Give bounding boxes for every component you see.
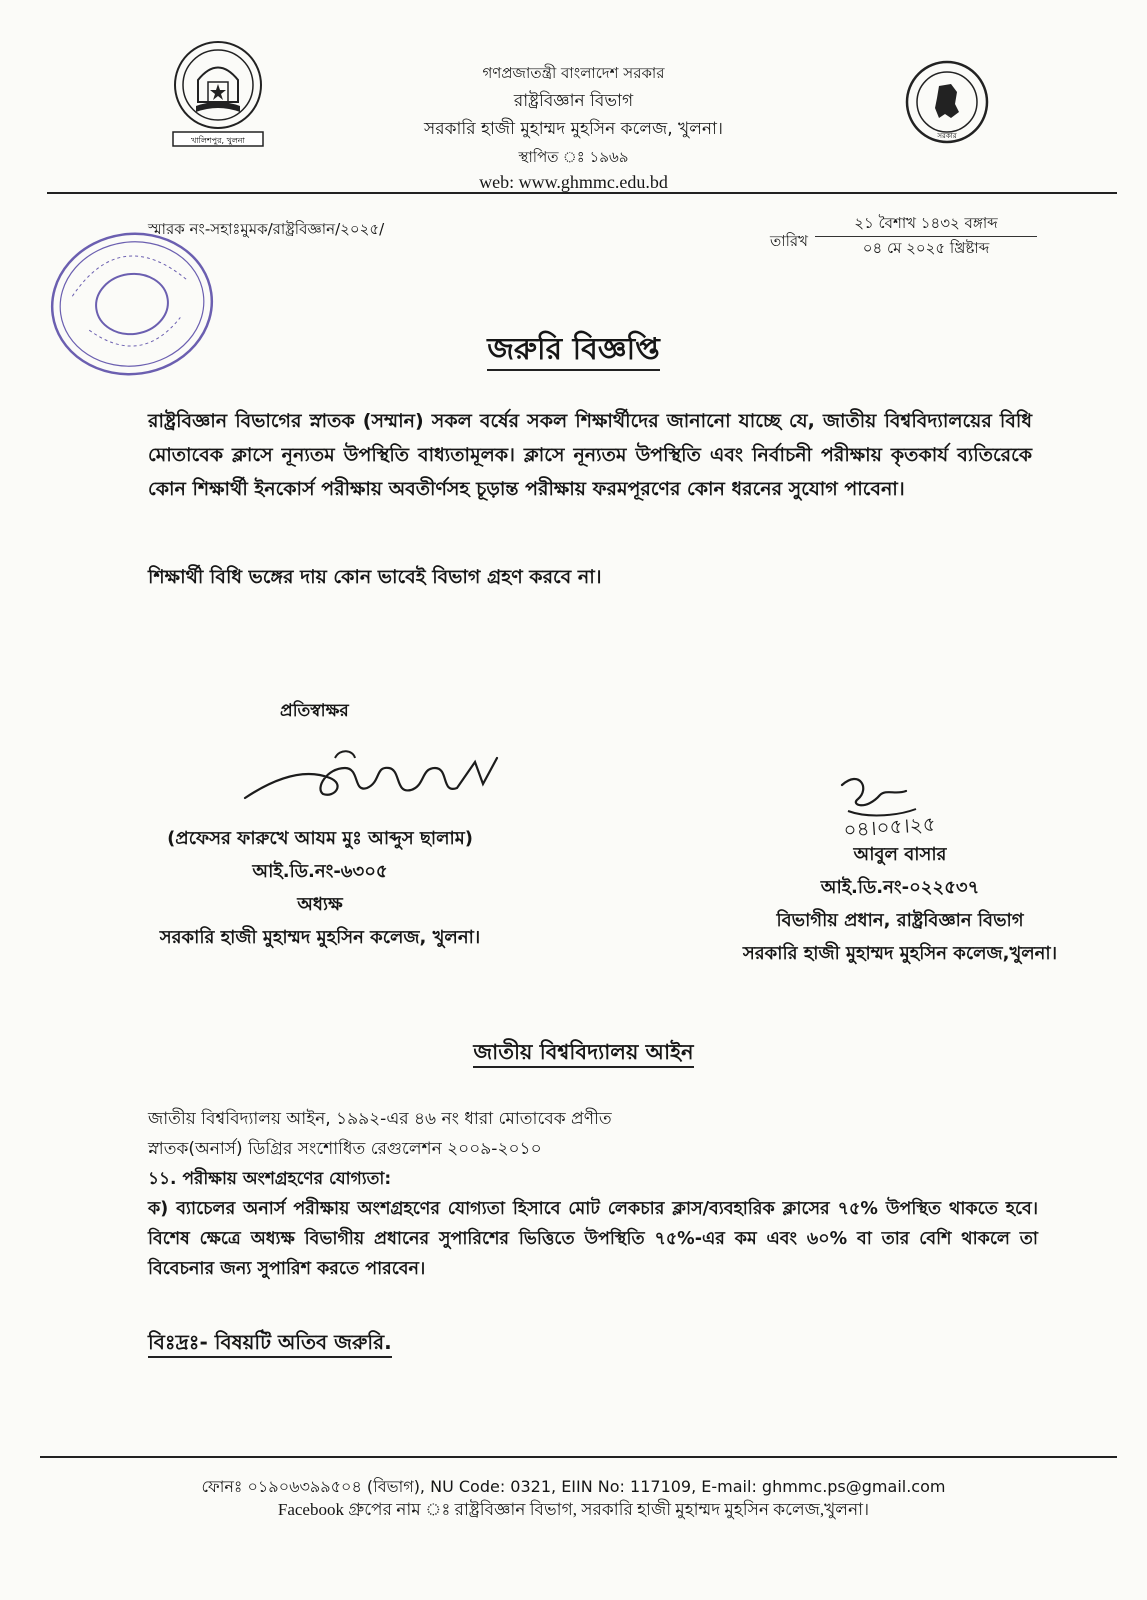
head-name: আবুল বাসার [853,844,947,865]
header-divider [47,192,1117,194]
principal-signature [235,738,535,818]
header-website: web: www.ghmmc.edu.bd [479,172,668,192]
date-bangla: ২১ বৈশাখ ১৪৩২ বঙ্গাব্দ [815,212,1037,237]
principal-org: সরকারি হাজী মুহাম্মদ মুহসিন কলেজ, খুলনা। [159,927,481,948]
principal-name: (প্রফেসর ফারুখে আযম মুঃ আব্দুস ছালাম) [167,828,473,849]
head-title: বিভাগীয় প্রধান, রাষ্ট্রবিজ্ঞান বিভাগ [776,910,1024,931]
law-excerpt [148,1104,1038,1284]
principal-signatory [120,822,520,954]
notice-title: জরুরি বিজ্ঞপ্তি [0,325,1147,376]
header-established: স্থাপিত ঃ ১৯৬৯ [518,148,629,166]
footer-facebook: Facebook গ্রুপের নাম ঃ রাষ্ট্রবিজ্ঞান বিভাগ, সরকারি হাজী মুহাম্মদ মুহসিন কলেজ,খুলনা। [277,1500,870,1519]
notice-disclaimer: শিক্ষার্থী বিধি ভঙ্গের দায় কোন ভাবেই বিভাগ গ্রহণ করবে না। [148,566,602,588]
law-title: জাতীয় বিশ্ববিদ্যালয় আইন [0,1036,1147,1071]
countersign-label: প্রতিস্বাক্ষর [280,701,349,721]
law-clause: ক) ব্যাচেলর অনার্স পরীক্ষায় অংশগ্রহণের যোগ্যতা হিসাবে মোট লেকচার ক্লাস/ব্যবহারিক ক্লাসের ৭৫% উপস্থিত থাকতে হবে। বিশেষ ক্ষেত্রে অধ্যক্ষ বিভাগীয় প্রধানের সুপারিশের ভিত্তিতে উপস্থিতি ৭৫%-এর কম এবং ৬০% বা তার বেশি থাকলে তা বিবেচনার জন্য সুপারিশ করতে পারবেন। [148,1199,1038,1279]
principal-title: অধ্যক্ষ [297,894,343,915]
svg-text:সরকার: সরকার [937,132,957,140]
head-id: আই.ডি.নং-০২২৫৩৭ [820,877,980,898]
footer-contact: ফোনঃ ০১৯০৬৩৯৯৫০৪ (বিভাগ), NU Code: 0321, EIIN No: 117109, E-mail: ghmmc.ps@gmail.com [201,1477,946,1496]
header-govt-line: গণপ্রজাতন্ত্রী বাংলাদেশ সরকার [482,64,665,82]
svg-text:০৪।০৫।২৫: ০৪।০৫।২৫ [842,811,937,842]
date-english: ০৪ মে ২০২৫ খ্রিষ্টাব্দ [862,239,990,257]
notice-paragraph: রাষ্ট্রবিজ্ঞান বিভাগের স্নাতক (সম্মান) সকল বর্ষের সকল শিক্ষার্থীদের জানানো যাচ্ছে যে, জাতীয় বিশ্ববিদ্যালয়ের বিধি মোতাবেক ক্লাসে নূন্যতম উপস্থিতি বাধ্যতামূলক। ক্লাসে নূন্যতম উপস্থিতি এবং নির্বাচনী পরীক্ষায় কৃতকার্য ব্যতিরেকে কোন শিক্ষার্থী ইনকোর্স পরীক্ষায় অবতীর্ণসহ চূড়ান্ত পরীক্ষায় ফরমপূরণের কোন ধরনের সুযোগ পাবেনা। [148,410,1032,500]
head-org: সরকারি হাজী মুহাম্মদ মুহসিন কলেজ,খুলনা। [742,943,1058,964]
date-block [815,212,1037,259]
principal-id: আই.ডি.নং-৬৩০৫ [252,861,388,882]
header-college: সরকারি হাজী মুহাম্মদ মুহসিন কলেজ, খুলনা। [423,119,724,139]
footer-divider [40,1456,1117,1458]
head-signatory [700,838,1100,970]
memo-number: স্মারক নং-সহাঃমুমক/রাষ্ট্রবিজ্ঞান/২০২৫/ [148,220,385,238]
law-line-act: জাতীয় বিশ্ববিদ্যালয় আইন, ১৯৯২-এর ৪৬ নং ধারা মোতাবেক প্রণীত [148,1109,612,1129]
law-line-section: ১১. পরীক্ষায় অংশগ্রহণের যোগ্যতা: [148,1169,392,1189]
important-note: বিঃদ্রঃ- বিষয়টি অতিব জরুরি. [148,1328,392,1361]
law-line-regulation: স্নাতক(অনার্স) ডিগ্রির সংশোধিত রেগুলেশন ২০০৯-২০১০ [148,1139,542,1159]
date-label: তারিখ [770,232,808,250]
svg-text:খালিশপুর, খুলনা: খালিশপুর, খুলনা [191,136,245,145]
header-department: রাষ্ট্রবিজ্ঞান বিভাগ [513,91,634,111]
